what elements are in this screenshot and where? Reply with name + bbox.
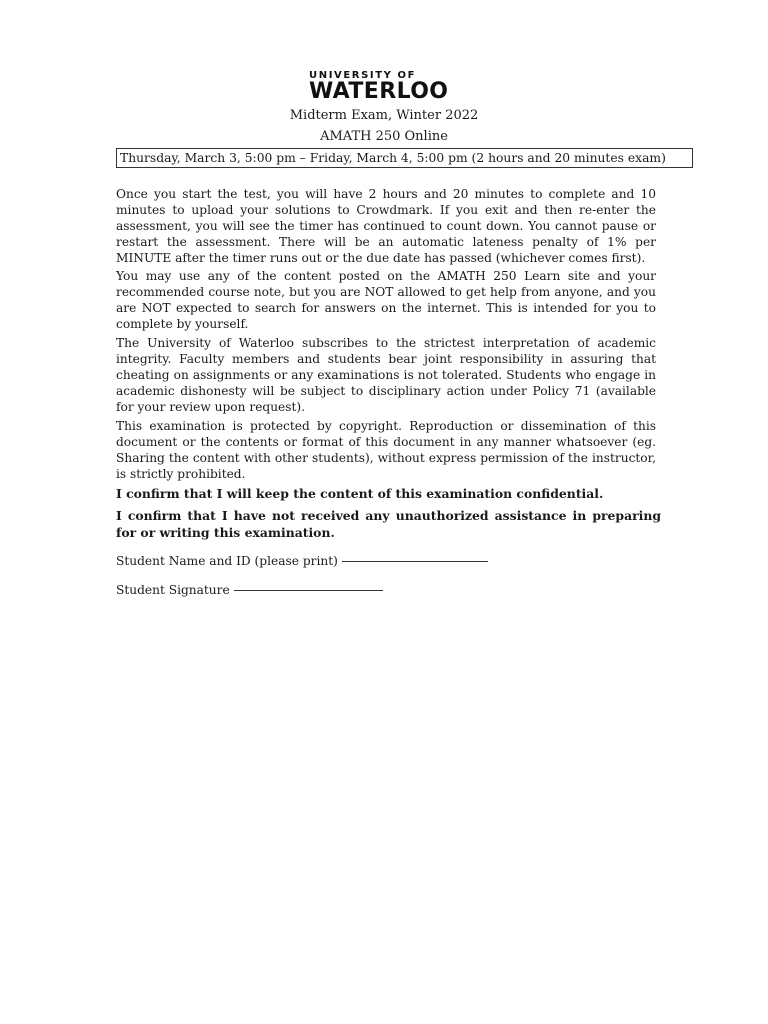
exam-title: Midterm Exam, Winter 2022 (289, 108, 479, 123)
student-signature-field (116, 582, 383, 598)
confidentiality-confirmation: I confirm that I will keep the content of this examination confidential. (116, 486, 604, 501)
logo-top-text: UNIVERSITY OF (309, 70, 417, 81)
integrity-paragraph: The University of Waterloo subscribes to the strictest interpretation of academic integrity. Faculty members and students bear joint responsibility in assuring that cheating on assignments or any examinations is not tolerated. Students who engage in academic dishonesty will be subject to disciplinary action under Policy 71 (available for your review upon request). (116, 336, 656, 414)
logo-main-text: WATERLOO (309, 79, 449, 104)
student-name-label: Student Name and ID (please print) (116, 554, 338, 568)
course-title: AMATH 250 Online (320, 129, 448, 144)
student-name-field (116, 553, 488, 569)
resources-paragraph: You may use any of the content posted on the AMATH 250 Learn site and your recommended course note, but you are NOT allowed to get help from anyone, and you are NOT expected to search for answers on the internet. This is intended for you to complete by yourself. (116, 269, 656, 331)
student-signature-label: Student Signature (116, 583, 230, 597)
student-name-line (342, 561, 488, 562)
copyright-paragraph: This examination is protected by copyright. Reproduction or dissemination of this document or the contents or format of this document in any manner whatsoever (eg. Sharing the content with other students), without express permission of the instructor, is strictly prohibited. (116, 419, 656, 481)
assistance-confirmation: I confirm that I have not received any unauthorized assistance in preparing for or writing this examination. (116, 508, 661, 540)
university-logo (309, 70, 469, 103)
timing-paragraph: Once you start the test, you will have 2 hours and 20 minutes to complete and 10 minutes to upload your solutions to Crowdmark. If you exit and then re-enter the assessment, you will see the timer has continued to count down. You cannot pause or restart the assessment. There will be an automatic lateness penalty of 1% per MINUTE after the timer runs out or the due date has passed (whichever comes first). (116, 187, 656, 265)
student-signature-line (234, 590, 383, 591)
exam-schedule-box: Thursday, March 3, 5:00 pm – Friday, March 4, 5:00 pm (2 hours and 20 minutes exam) (116, 148, 693, 168)
